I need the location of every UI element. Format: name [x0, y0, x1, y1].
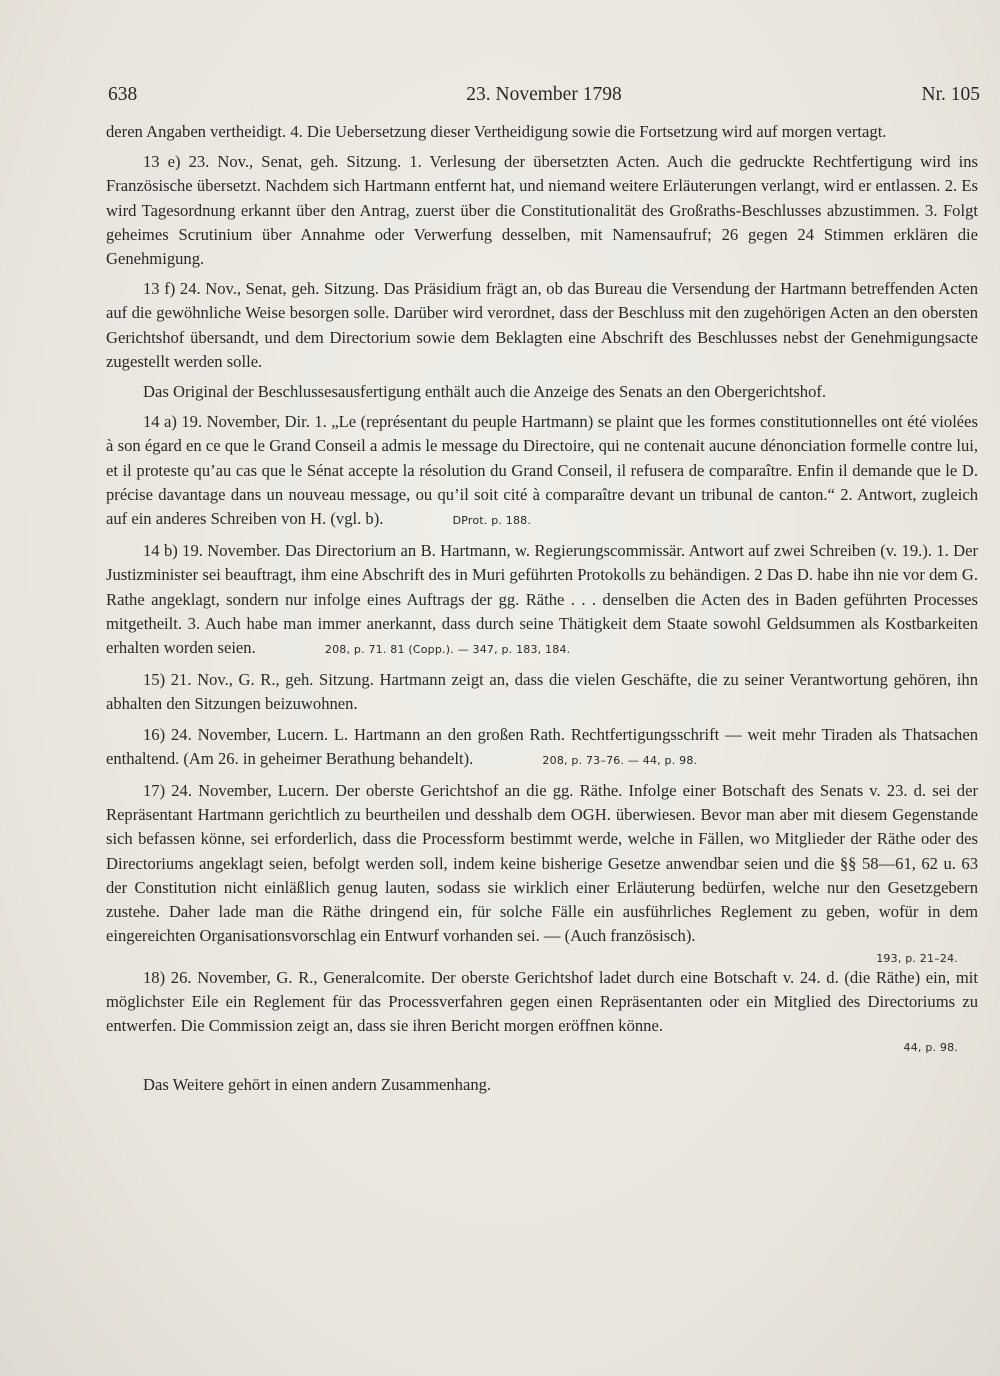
- paragraph: [106, 150, 978, 271]
- paragraph: [106, 966, 978, 1039]
- source-reference: 208, p. 71. 81 (Copp.). — 347, p. 183, 184.: [324, 643, 571, 657]
- paragraph-text: 18) 26. November, G. R., Generalcomite. Der oberste Gerichtshof ladet durch eine Botschaft v. 24. d. (die Räthe) ein, mit möglichster Eile ein Reglement für das Processverfahren gegen einen Repräsentanten oder ein Mitglied des Directoriums zu entwerfen. Die Commission zeigt an, dass sie ihren Bericht morgen eröffnen könne.: [106, 967, 978, 1035]
- paragraph: [106, 723, 978, 773]
- document-body: [106, 120, 978, 1103]
- paragraph-text: 17) 24. November, Lucern. Der oberste Gerichtshof an die gg. Räthe. Infolge einer Botschaft des Senats v. 23. d. sei der Repräsentant Hartmann gerichtlich zu beurtheilen und desshalb dem OGH. überwiesen. Bevor man aber mit diesem Gegenstande sich befassen könne, sei erforderlich, dass die Processform bestimmt werde, welche in Fällen, wo Mitglieder der Räthe oder des Directoriums angeklagt seien, befolgt werden soll, indem keine bisherige Gesetze anwendbar seien und die §§ 58—61, 62 u. 63 der Constitution nicht einläßlich genug lauten, sodass sie wirklich einer Erläuterung bedürfen, welche nur den Gesetzgebern zustehe. Daher lade man die Räthe dringend ein, für solche Fälle ein ausführliches Reglement zu geben, wofür in dem eingereichten Organisationsvorschlag ein Entwurf vorhanden sei. — (Auch französisch).: [106, 781, 978, 946]
- paragraph-text: Das Weitere gehört in einen andern Zusammenhang.: [143, 1075, 492, 1095]
- source-reference: DProt. p. 188.: [452, 514, 532, 528]
- source-reference: 193, p. 21–24.: [876, 951, 958, 965]
- paragraph-text: 13 e) 23. Nov., Senat, geh. Sitzung. 1. Verlesung der übersetzten Acten. Auch die gedruckte Rechtfertigung wird ins Französische übersetzt. Nachdem sich Hartmann entfernt hat, und niemand weitere Erläuterungen verlangt, wird er entlassen. 2. Es wird Tagesordnung erkannt über den Antrag, zuerst über die Constitutionalität des Großraths-Beschlusses abzustimmen. 3. Folgt geheimes Scrutinium über Annahme oder Verwerfung desselben, mit Namensaufruf; 26 gegen 24 Stimmen erklären die Genehmigung.: [106, 152, 978, 269]
- paragraph: [106, 668, 978, 716]
- paragraph: [106, 277, 978, 374]
- paragraph: [106, 539, 978, 662]
- paragraph-text: deren Angaben vertheidigt. 4. Die Uebersetzung dieser Vertheidigung sowie die Fortsetzung wird auf morgen vertagt.: [106, 122, 887, 141]
- paragraph-text: Das Original der Beschlussesausfertigung enthält auch die Anzeige des Senats an den Obergerichtshof.: [143, 382, 827, 402]
- paragraph: [106, 1073, 978, 1097]
- paragraph: [106, 380, 978, 404]
- paragraph-text: 14 b) 19. November. Das Directorium an B. Hartmann, w. Regierungscommissär. Antwort auf zwei Schreiben (v. 19.). 1. Der Justizminister sei beauftragt, ihm eine Abschrift des in Muri geführten Protokolls zu behändigen. 2 Das D. habe ihn nie vor dem G. Rathe angeklagt, sondern nur infolge eines Auftrags der gg. Räthe . . . denselben die Acten des in Baden geführten Processes mitgetheilt. 3. Auch habe man immer anerkannt, dass durch seine Thätigkeit dem Staate sowohl Geldsummen als Kostbarkeiten erhalten worden seien.: [106, 541, 978, 658]
- paragraph-text: 14 a) 19. November, Dir. 1. „Le (représentant du peuple Hartmann) se plaint que les formes constitutionnelles ont été violées à son égard en ce que le Grand Conseil a admis le message du Directoire, qui ne contenait aucune dénonciation formelle contre lui, et il proteste qu’au cas que le Sénat accepte la résolution du Grand Conseil, il refusera de comparaître. Enfin il demande que le D. précise davantage dans un nouveau message, ou qu’il soit cité à comparaître devant un tribunal de canton.“ 2. Antwort, zugleich auf ein anderes Schreiben von H. (vgl. b).: [106, 412, 978, 529]
- paragraph: [106, 410, 978, 533]
- page-number: 638: [108, 84, 138, 105]
- paragraph: [106, 779, 978, 948]
- document-number: Nr. 105: [921, 84, 980, 105]
- source-reference: 44, p. 98.: [903, 1041, 958, 1055]
- paragraph: [106, 120, 978, 144]
- running-header: [108, 84, 980, 114]
- paragraph-text: 13 f) 24. Nov., Senat, geh. Sitzung. Das Präsidium frägt an, ob das Bureau die Versendung der Hartmann betreffenden Acten auf die gewöhnliche Weise besorgen solle. Darüber wird verordnet, dass der Beschluss mit den zugehörigen Acten an den obersten Gerichtshof übersandt, und dem Directorium sowie dem Beklagten eine Abschrift des Beschlusses nebst der Genehmigungsacte zugestellt werden solle.: [106, 279, 978, 371]
- paragraph-text: 16) 24. November, Lucern. L. Hartmann an den großen Rath. Rechtfertigungsschrift — weit mehr Tiraden als Thatsachen enthaltend. (Am 26. in geheimer Berathung behandelt).: [106, 724, 978, 768]
- source-reference: 208, p. 73–76. — 44, p. 98.: [542, 753, 698, 767]
- paragraph-text: 15) 21. Nov., G. R., geh. Sitzung. Hartmann zeigt an, dass die vielen Geschäfte, die zu seiner Verantwortung gehören, ihn abhalten den Sitzungen beizuwohnen.: [106, 670, 978, 714]
- header-date: 23. November 1798: [466, 84, 622, 105]
